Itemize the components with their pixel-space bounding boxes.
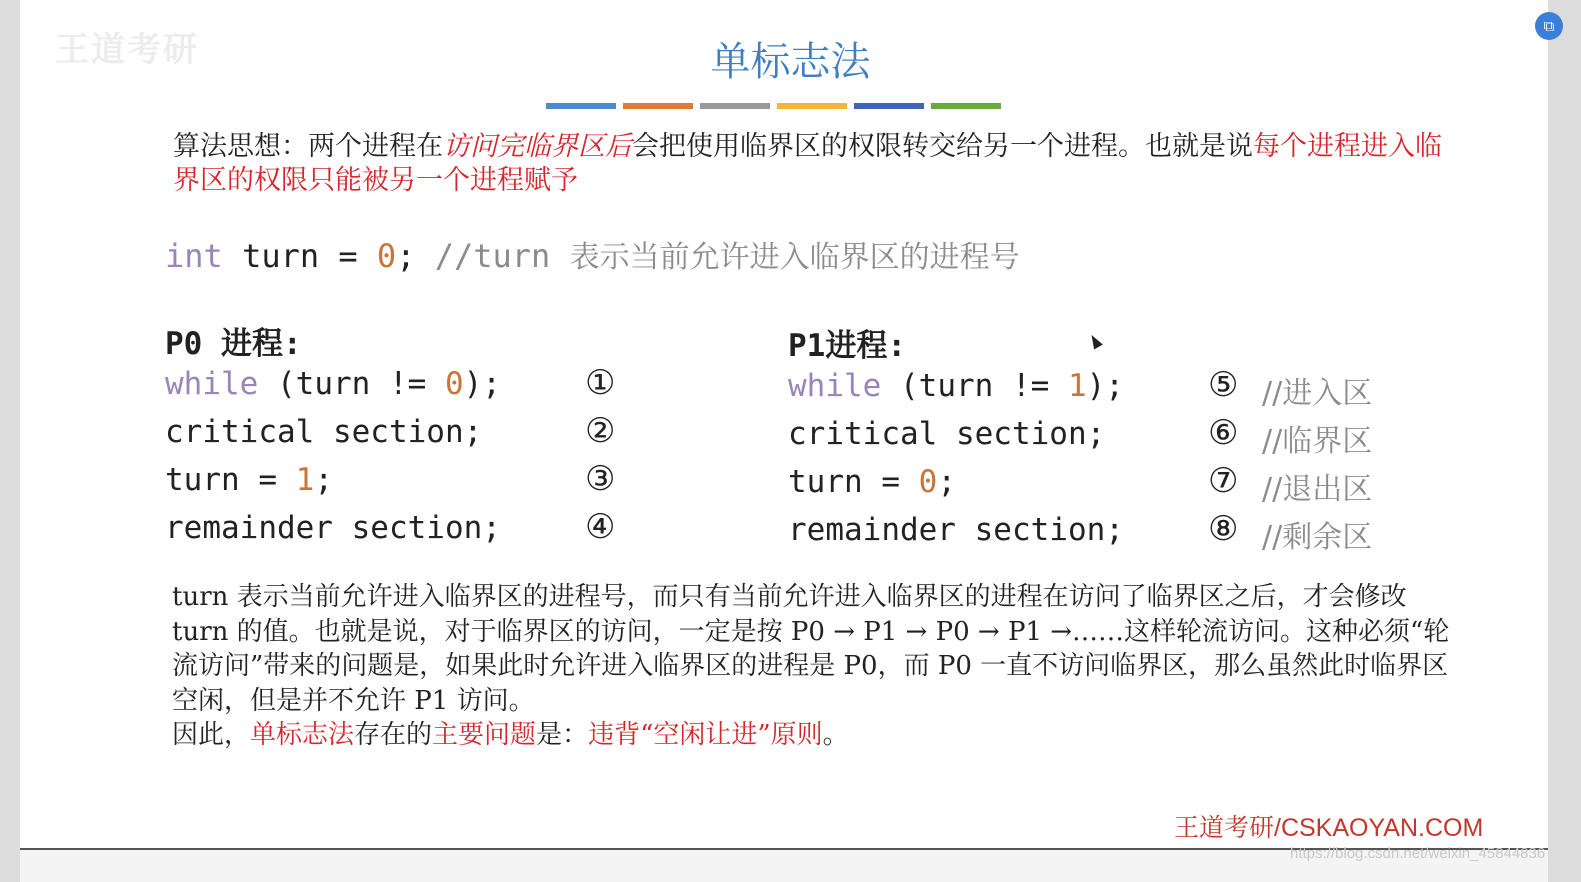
p0-critical-line: critical section; xyxy=(165,414,483,450)
decl-var: turn = xyxy=(222,237,377,275)
p1-while-keyword: while xyxy=(788,368,882,404)
accent-bar-orange xyxy=(623,103,693,109)
marker-2: ② xyxy=(585,411,616,451)
marker-7: ⑦ xyxy=(1208,461,1239,501)
p0-turn-end: ; xyxy=(314,462,333,498)
decl-comment-text: 表示当前允许进入临界区的进程号 xyxy=(569,240,1020,275)
p1-while-value: 1 xyxy=(1067,368,1087,404)
conclusion-end: 。 xyxy=(822,720,849,750)
p0-turn-line xyxy=(165,462,333,498)
conclusion-method: 单标志法 xyxy=(250,720,355,750)
conclusion-principle: 违背“空闲让进”原则 xyxy=(588,720,823,750)
watermark: https://blog.csdn.net/weixin_45844836 xyxy=(1290,845,1546,862)
intro-text-1: 算法思想：两个进程在 xyxy=(173,131,443,162)
accent-bar-green xyxy=(931,103,1001,109)
accent-bars xyxy=(546,103,1008,122)
marker-5: ⑤ xyxy=(1208,365,1239,405)
p1-while-cond: (turn != xyxy=(881,368,1068,404)
p0-remainder-line: remainder section; xyxy=(165,510,501,546)
p0-header: P0 进程: xyxy=(165,326,302,362)
p1-turn-value: 0 xyxy=(918,464,938,500)
conclusion-text-2: 存在的 xyxy=(354,720,433,750)
decl-value: 0 xyxy=(376,237,397,275)
explanation-paragraph: turn 表示当前允许进入临界区的进程号，而只有当前允许进入临界区的进程在访问了临界区之后，才会修改 turn 的值。也就是说，对于临界区的访问，一定是按 P0 → P1 → P0 → P1 →……这样轮流访问。这种必须“轮流访问”带来的问题是，如果此时允许进入临界区的进程是 P0，而 P0 一直不访问临界区，那么虽然此时临界区空闲，但是并不允许 P1 访问。 xyxy=(172,582,1450,716)
turn-declaration xyxy=(165,232,1020,276)
keyword-int: int xyxy=(165,237,223,275)
p0-turn-value: 1 xyxy=(295,462,315,498)
p0-turn-assign: turn = xyxy=(165,462,296,498)
slide-title: 单标志法 xyxy=(710,39,871,85)
comment-exit-section: //退出区 xyxy=(1262,472,1373,507)
p1-turn-end: ; xyxy=(937,464,956,500)
marker-3: ③ xyxy=(585,459,616,499)
intro-emphasis-2: 每个进程进入临界区的权限只能被另一个进程赋予 xyxy=(173,131,1442,196)
footer-brand: 王道考研/CSKAOYAN.COM xyxy=(1174,814,1484,842)
p0-while-keyword: while xyxy=(165,366,259,402)
conclusion xyxy=(172,718,1452,753)
explanation xyxy=(172,580,1452,753)
comment-remainder-section: //剩余区 xyxy=(1262,520,1373,555)
p1-turn-line xyxy=(788,464,956,500)
p1-critical-line: critical section; xyxy=(788,416,1106,452)
p0-while-line xyxy=(165,366,501,402)
accent-bar-gray xyxy=(700,103,770,109)
decl-comment-prefix: //turn xyxy=(434,237,570,275)
marker-8: ⑧ xyxy=(1208,509,1239,549)
p1-turn-assign: turn = xyxy=(788,464,919,500)
screen-capture-icon[interactable]: ⧉ xyxy=(1535,12,1563,40)
marker-1: ① xyxy=(585,363,616,403)
p1-while-end: ); xyxy=(1086,368,1124,404)
accent-bar-navy xyxy=(854,103,924,109)
conclusion-problem: 主要问题 xyxy=(432,720,537,750)
algorithm-idea xyxy=(173,130,1453,198)
conclusion-text-1: 因此， xyxy=(172,720,251,750)
comment-entry-section: //进入区 xyxy=(1262,376,1373,411)
comment-critical-section: //临界区 xyxy=(1262,424,1373,459)
p1-remainder-line: remainder section; xyxy=(788,512,1124,548)
accent-bar-yellow xyxy=(777,103,847,109)
accent-bar-blue xyxy=(546,103,616,109)
marker-6: ⑥ xyxy=(1208,413,1239,453)
p1-header: P1进程: xyxy=(788,328,906,364)
p0-while-end: ); xyxy=(463,366,501,402)
p1-while-line xyxy=(788,368,1124,404)
decl-semicolon: ; xyxy=(396,237,435,275)
p0-while-cond: (turn != xyxy=(258,366,445,402)
intro-text-2: 会把使用临界区的权限转交给另一个进程。也就是说 xyxy=(632,131,1253,162)
marker-4: ④ xyxy=(585,507,616,547)
p0-while-value: 0 xyxy=(444,366,464,402)
intro-emphasis-1: 访问完临界区后 xyxy=(443,131,632,162)
conclusion-text-3: 是： xyxy=(536,720,589,750)
faint-logo: 王道考研 xyxy=(55,30,199,70)
